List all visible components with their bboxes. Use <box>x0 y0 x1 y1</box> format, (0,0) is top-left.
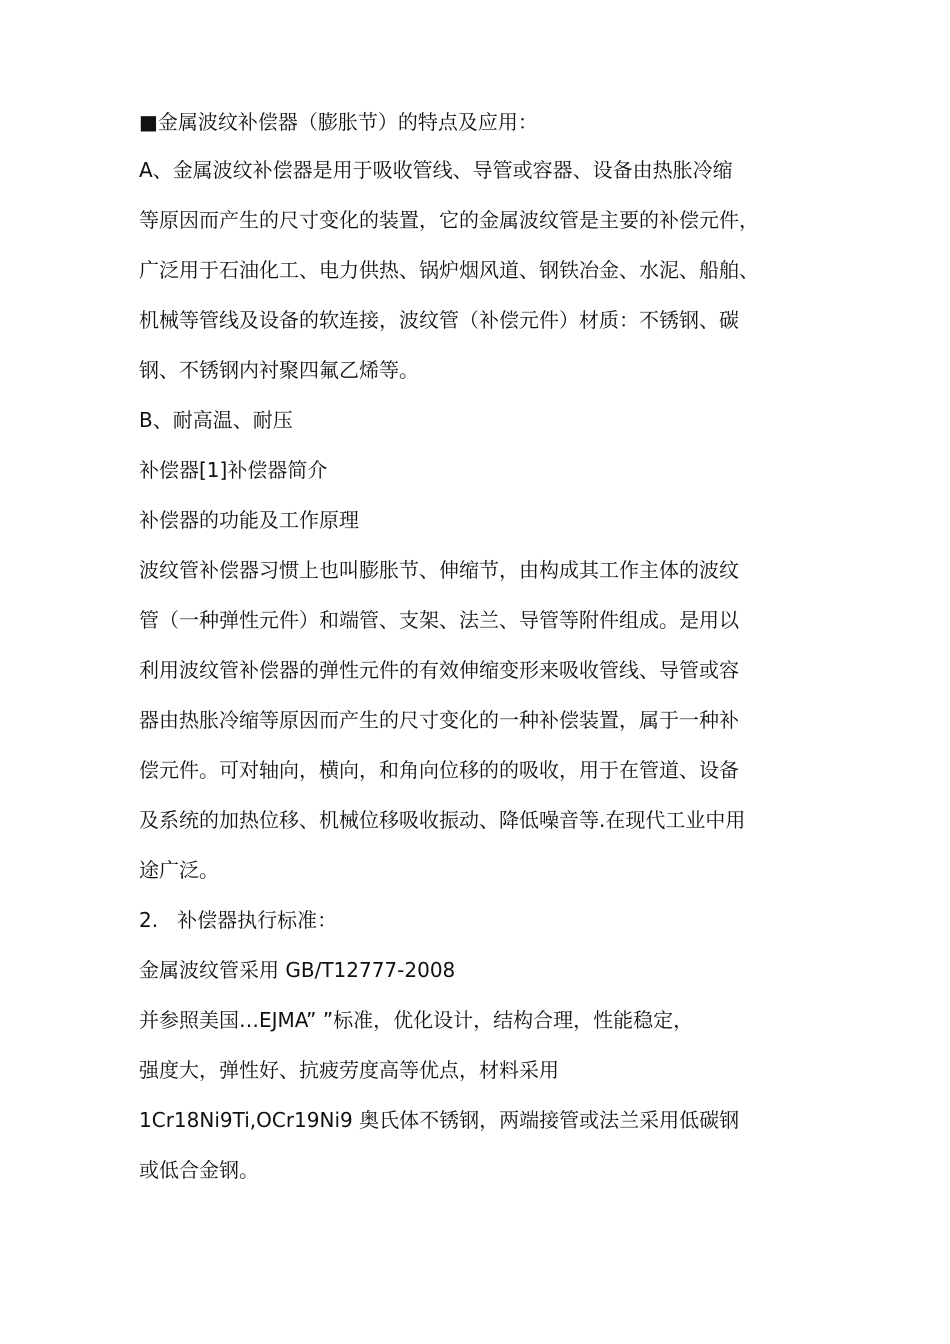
text-line: 钢、不锈钢内衬聚四氟乙烯等。 <box>139 358 419 382</box>
text-line: 及系统的加热位移、机械位移吸收振动、降低噪音等.在现代工业中用 <box>139 808 746 832</box>
text-line: 等原因而产生的尺寸变化的装置，它的金属波纹管是主要的补偿元件， <box>139 208 759 232</box>
text-line: 途广泛。 <box>139 858 219 882</box>
text-line: 偿元件。可对轴向，横向，和角向位移的的吸收，用于在管道、设备 <box>139 758 739 782</box>
text-line: B、耐高温、耐压 <box>139 408 293 432</box>
text-line: A、金属波纹补偿器是用于吸收管线、导管或容器、设备由热胀冷缩 <box>139 158 733 182</box>
text-line: 或低合金钢。 <box>139 1158 259 1182</box>
text-line: 利用波纹管补偿器的弹性元件的有效伸缩变形来吸收管线、导管或容 <box>139 658 739 682</box>
text-line: 机械等管线及设备的软连接，波纹管（补偿元件）材质：不锈钢、碳 <box>139 308 739 332</box>
text-line: 金属波纹管采用 GB/T12777-2008 <box>139 958 456 982</box>
text-line: 强度大，弹性好、抗疲劳度高等优点，材料采用 <box>139 1058 559 1082</box>
text-line: 器由热胀冷缩等原因而产生的尺寸变化的一种补偿装置，属于一种补 <box>139 708 739 732</box>
text-line: 1Cr18Ni9Ti,OCr19Ni9 奥氏体不锈钢，两端接管或法兰采用低碳钢 <box>139 1108 740 1132</box>
text-line-heading: ■金属波纹补偿器（膨胀节）的特点及应用： <box>139 110 538 134</box>
text-line: 广泛用于石油化工、电力供热、锅炉烟风道、钢铁冶金、水泥、船舶、 <box>139 258 759 282</box>
text-line: 补偿器的功能及工作原理 <box>139 508 359 532</box>
text-line: 管（一种弹性元件）和端管、支架、法兰、导管等附件组成。是用以 <box>139 608 739 632</box>
text-line: 2. 补偿器执行标准： <box>139 908 338 932</box>
text-line: 波纹管补偿器习惯上也叫膨胀节、伸缩节，由构成其工作主体的波纹 <box>139 558 739 582</box>
text-line: 补偿器[1]补偿器简介 <box>139 458 328 482</box>
text-line: 并参照美国…EJMA” ”标准，优化设计，结构合理，性能稳定， <box>139 1008 694 1032</box>
